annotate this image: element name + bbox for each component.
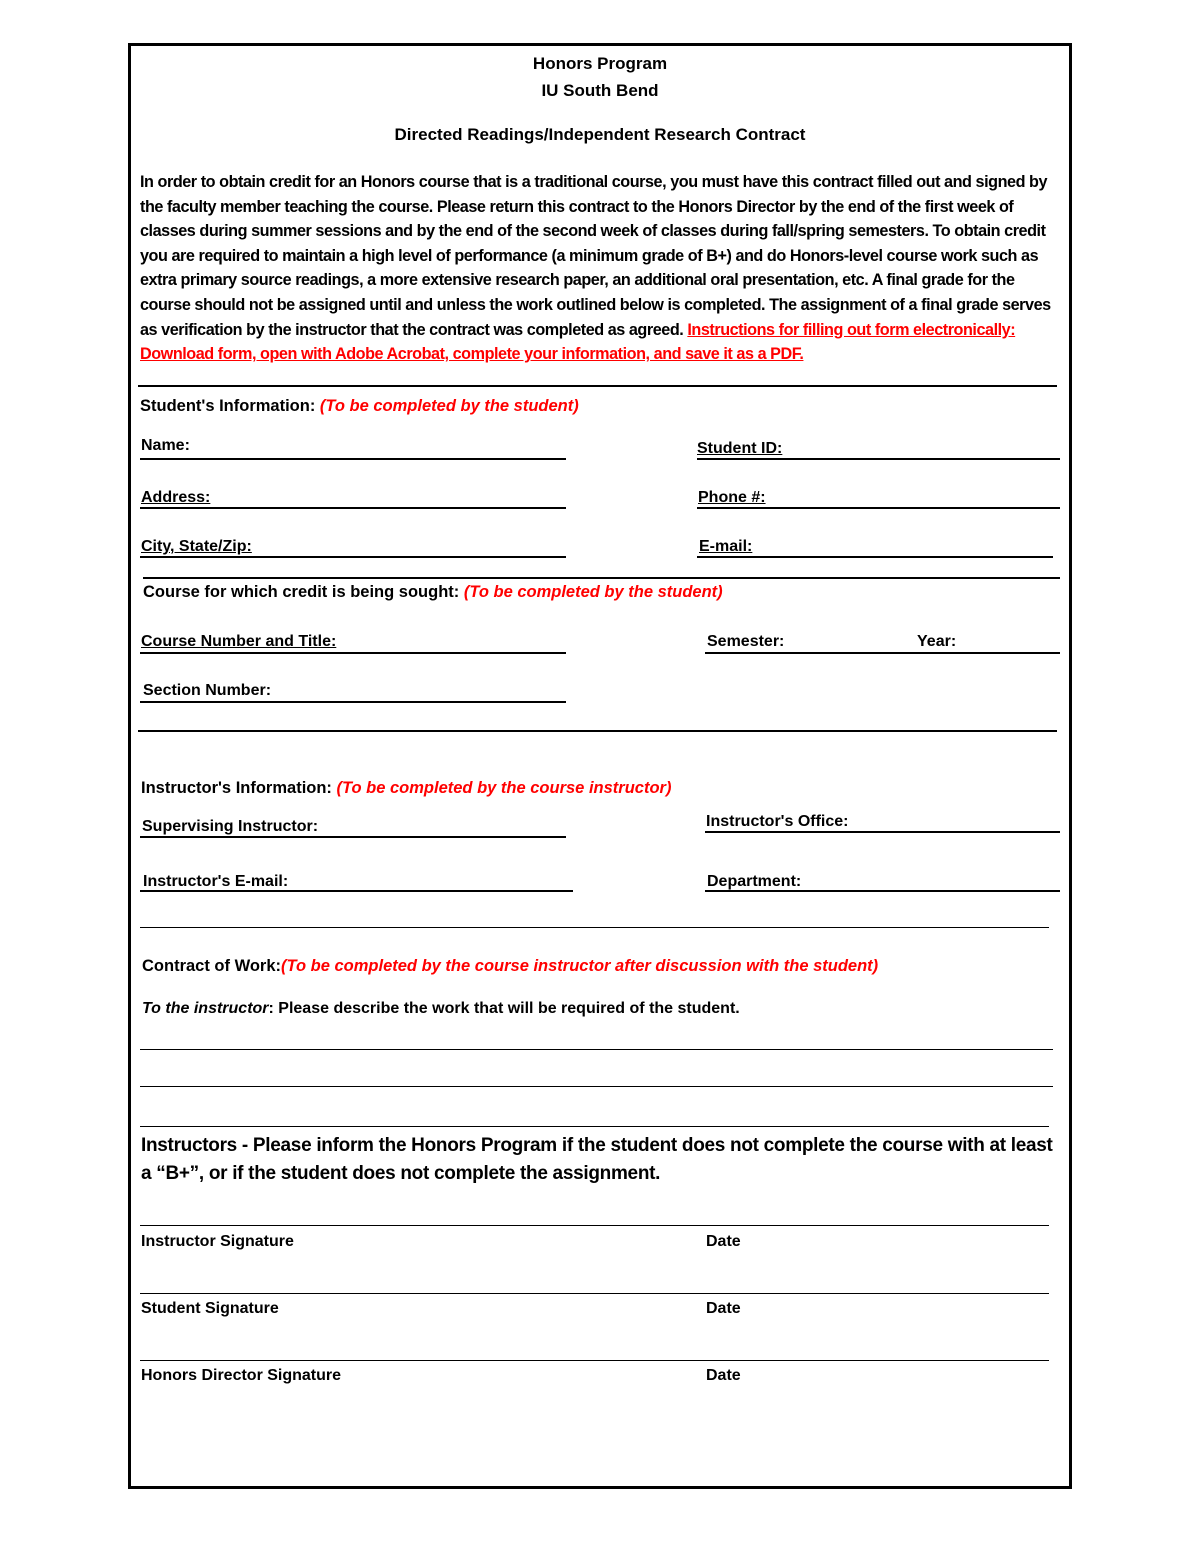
year-label: Year: — [917, 633, 957, 650]
phone-label: Phone #: — [698, 489, 766, 506]
date-label: Date — [706, 1367, 741, 1384]
email-field[interactable] — [697, 556, 1053, 558]
course-section-title: Course for which credit is being sought: — [143, 583, 464, 601]
contract-section-heading — [142, 957, 878, 976]
student-section-title: Student's Information: — [140, 397, 320, 415]
course-number-label: Course Number and Title: — [141, 633, 337, 650]
instructor-prompt-text: : Please describe the work that will be required of the student. — [268, 1000, 740, 1017]
instructor-signature-line[interactable] — [140, 1225, 1049, 1226]
instructor-office-field[interactable] — [705, 831, 1060, 833]
divider — [138, 730, 1057, 732]
form-title: Directed Readings/Independent Research Contract — [394, 125, 806, 144]
student-id-label: Student ID: — [697, 440, 783, 457]
city-field[interactable] — [140, 556, 566, 558]
divider — [138, 385, 1057, 387]
supervising-instructor-label: Supervising Instructor: — [142, 818, 319, 835]
date-label: Date — [706, 1300, 741, 1317]
email-label: E-mail: — [699, 538, 753, 555]
work-description-line[interactable] — [140, 1086, 1053, 1087]
semester-label: Semester: — [707, 633, 785, 650]
course-number-field[interactable] — [140, 652, 566, 654]
instructor-section-heading — [141, 779, 671, 798]
name-field[interactable] — [140, 458, 566, 460]
department-field[interactable] — [705, 890, 1060, 892]
divider — [140, 927, 1049, 928]
department-label: Department: — [707, 873, 802, 890]
contract-section-note: (To be completed by the course instructor after discussion with the student) — [281, 957, 879, 975]
work-description-line[interactable] — [140, 1126, 1049, 1127]
student-signature-label: Student Signature — [141, 1300, 279, 1317]
work-description-line[interactable] — [140, 1049, 1053, 1050]
campus-name: IU South Bend — [541, 81, 659, 100]
divider — [143, 577, 1060, 579]
instructor-prompt — [142, 1000, 740, 1018]
phone-field[interactable] — [697, 507, 1060, 509]
contract-section-title: Contract of Work: — [142, 957, 282, 975]
student-section-heading — [140, 397, 579, 416]
date-label: Date — [706, 1233, 741, 1250]
director-signature-line[interactable] — [140, 1360, 1049, 1361]
instructor-email-label: Instructor's E-mail: — [143, 873, 289, 890]
instructor-office-label: Instructor's Office: — [706, 813, 849, 830]
intro-text: In order to obtain credit for an Honors course that is a traditional course, you must have this contract filled out and signed by the faculty member teaching the course. Please return this contract to the Honors Director by the end of the first week of classes during summer sessions and by the end of the second week of classes during fall/spring semesters. To obtain credit you are required to maintain a high level of performance (a minimum grade of B+) and do Honors-level course work such as extra primary source readings, a more extensive research paper, an additional oral presentation, etc. A final grade for the course should not be assigned until and unless the work outlined below is completed. The assignment of a final grade serves as verification by the instructor that the contract was completed as agreed. — [140, 173, 1051, 339]
director-signature-label: Honors Director Signature — [141, 1367, 342, 1384]
address-field[interactable] — [140, 507, 566, 509]
student-section-note: (To be completed by the student) — [319, 397, 579, 415]
city-label: City, State/Zip: — [141, 538, 252, 555]
electronic-instructions: Instructions for filling out form electronically: Download form, open with Adobe Acrobat, complete your information, and save it as a PDF. — [140, 320, 1016, 364]
section-number-field[interactable] — [140, 701, 566, 703]
section-number-label: Section Number: — [143, 682, 272, 699]
student-id-field[interactable] — [697, 458, 1060, 460]
intro-paragraph — [140, 170, 1058, 367]
instructor-prompt-label: To the instructor — [142, 1000, 269, 1017]
semester-year-field[interactable] — [705, 652, 1060, 654]
instructor-signature-label: Instructor Signature — [141, 1233, 294, 1250]
instructor-email-field[interactable] — [140, 890, 573, 892]
program-name: Honors Program — [532, 54, 668, 73]
name-label: Name: — [141, 437, 190, 454]
course-section-note: (To be completed by the student) — [463, 583, 723, 601]
address-label: Address: — [141, 489, 211, 506]
instructor-section-note: (To be completed by the course instructor) — [336, 779, 672, 797]
instructor-section-title: Instructor's Information: — [141, 779, 337, 797]
course-section-heading — [143, 583, 723, 602]
student-signature-line[interactable] — [140, 1293, 1049, 1294]
instructor-notice: Instructors - Please inform the Honors Program if the student does not complete the course with at least a “B+”, or if the student does not complete the assignment. — [141, 1135, 1053, 1184]
supervising-instructor-field[interactable] — [140, 836, 566, 838]
